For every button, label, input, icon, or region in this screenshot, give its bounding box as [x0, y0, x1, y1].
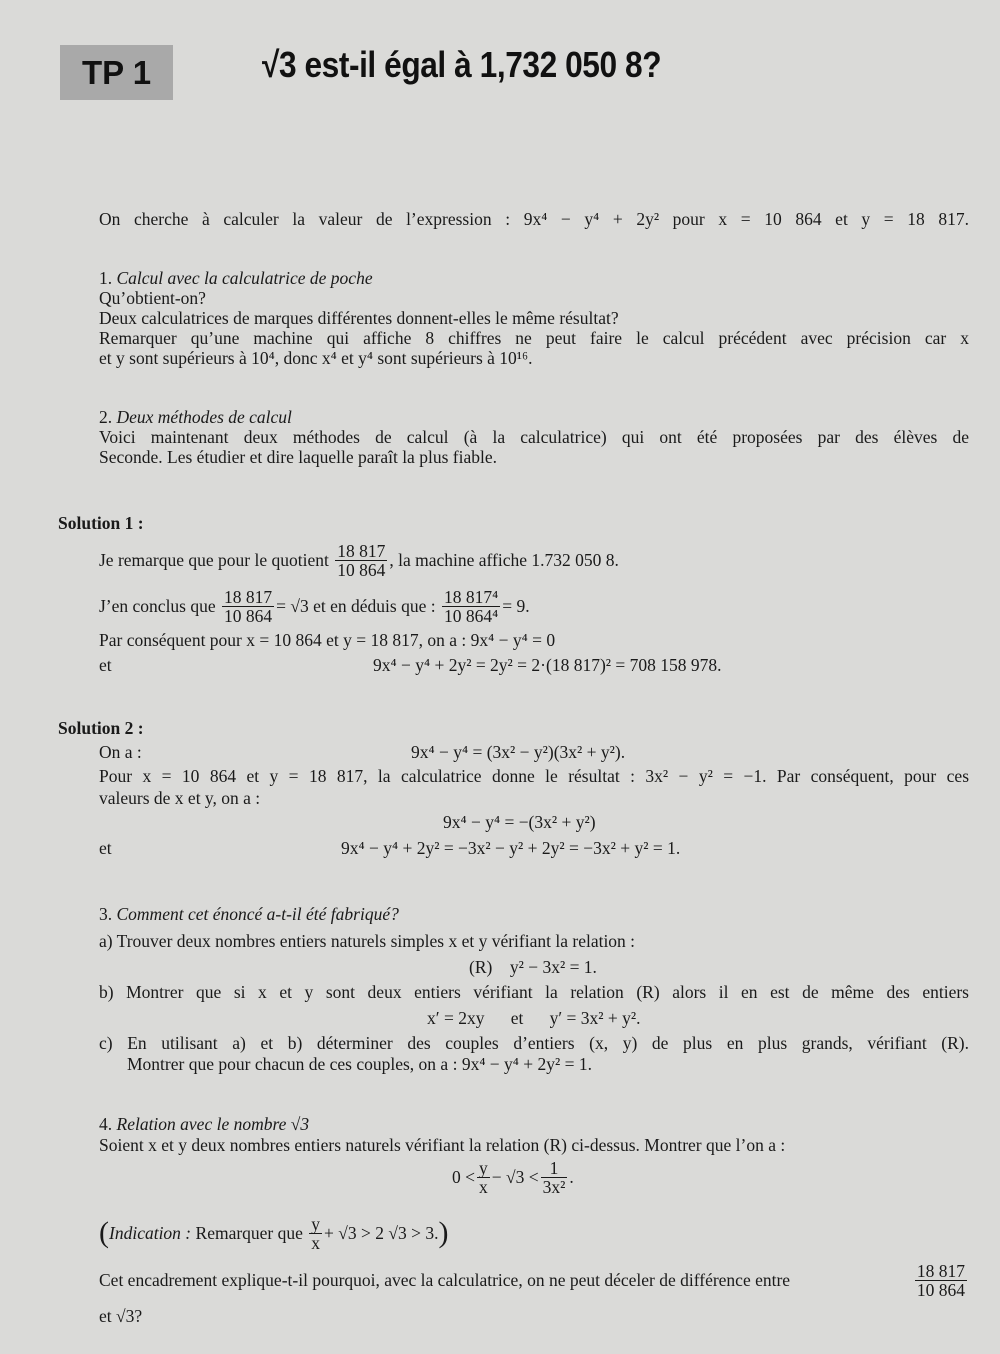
sol2-line-2: Pour x = 10 864 et y = 18 817, la calculatrice donne le résultat : 3x² − y² = −1. Par conséquent, pour ces	[99, 766, 969, 786]
fraction: $\frac{18 817}{10 864}$	[337, 540, 386, 580]
s3-c: c) En utilisant a) et b) déterminer des couples d’entiers (x, y) de plus en plus grands, vérifiant (R).	[99, 1033, 969, 1053]
relation-r: (R) y² − 3x² = 1.	[469, 957, 597, 977]
fraction: $\frac{18 817}{10 864}$	[916, 1260, 965, 1300]
s4-line-4: et √3?	[99, 1306, 143, 1326]
document-page: TP 1 √3 est-il égal à 1,732 050 8? On cherche à calculer la valeur de l’expression : 9x⁴ − y⁴ + 2y² pour x = 10 864 et y = 18 817. 1. Calcul avec la calculatrice de poche Qu’obtient-on? Deux calculatrices de marques différentes donnent-elles le même résultat? Remarquer qu’une machine qui affiche 8 chiffres ne peut faire le calcul précédent avec précision car x et y sont supérieurs à 10⁴, donc x⁴ et y⁴ sont supérieurs à 10¹⁶. 2. Deux méthodes de calcul Voici maintenant deux méthodes de calcul (à la calculatrice) qui ont été proposées par des élèves de Seconde. Les étudier et dire laquelle paraît la plus fiable. Solution 1 : Je remarque que pour le quotient $\frac{18 817}{10 864}$ , la machine affiche 1.732 050 8. J’en conclus que $\frac{18 817}{10 864}$ = √3 et en déduis que : $\frac{\text{18 817⁴}}{\text{10 864⁴}}$ = 9. Par conséquent pour x = 10 864 et y = 18 817, on a : 9x⁴ − y⁴ = 0 et 9x⁴ − y⁴ + 2y² = 2y² = 2·(18 817)² = 708 158 978. Solution 2 : On a : 9x⁴ − y⁴ = (3x² − y²)(3x² + y²). Pour x = 10 864 et y = 18 817, la calculatrice donne le résultat : 3x² − y² = −1. Par conséquent, pour ces valeurs de x et y, on a : 9x⁴ − y⁴ = −(3x² + y²) et 9x⁴ − y⁴ + 2y² = −3x² − y² + 2y² = −3x² + y² = 1. 3. Comment cet énoncé a-t-il été fabriqué? a) Trouver deux nombres entiers naturels simples x et y vérifiant la relation : (R) y² − 3x² = 1. b) Montrer que si x et y sont deux entiers vérifiant la relation (R) alors il en est de même des entiers x′ = 2xy et y′ = 3x² + y². c) En utilisant a) et b) déterminer des couples d’entiers (x, y) de plus en plus grands, vérifiant (R). Montrer que pour chacun de ces couples, on a : 9x⁴ − y⁴ + 2y² = 1. 4. Relation avec le nombre √3 Soient x et y deux nombres entiers naturels vérifiant la relation (R) ci-dessus. Montrer que l’on a : 0 < $\frac{y}{x}$ − √3 < $\frac{1}{\text{3x²}}$ . ( Indication : Remarquer que $\frac{y}{x}$ + √3 > 2 √3 > 3. ) Cet encadrement explique-t-il pourquoi, avec la calculatrice, on ne peut déceler de différence entre $\frac{18 817}{10 864}$ et √3?	[0, 0, 1000, 1354]
s3-c2: Montrer que pour chacun de ces couples, on a : 9x⁴ − y⁴ + 2y² = 1.	[127, 1054, 592, 1074]
sol1-line-3: Par conséquent pour x = 10 864 et y = 18 817, on a : 9x⁴ − y⁴ = 0	[99, 630, 556, 650]
fraction: $\frac{\text{18 817⁴}}{\text{10 864⁴}}$	[443, 586, 499, 626]
sol2-line-5: et 9x⁴ − y⁴ + 2y² = −3x² − y² + 2y² = −3x² + y² = 1.	[99, 838, 681, 858]
text-line: Remarquer qu’une machine qui affiche 8 chiffres ne peut faire le calcul précédent avec précision car x	[99, 328, 969, 348]
fraction: $\frac{18 817}{10 864}$	[224, 586, 273, 626]
inequality: 0 < $\frac{y}{x}$ − √3 < $\frac{1}{\text{3x²}}$ .	[452, 1157, 574, 1197]
sol1-line-2: J’en conclus que $\frac{18 817}{10 864}$ = √3 et en déduis que : $\frac{\text{18 817⁴}}{\text{10 864⁴}}$ = 9.	[99, 586, 530, 626]
sol1-line-4: et 9x⁴ − y⁴ + 2y² = 2y² = 2·(18 817)² = 708 158 978.	[99, 655, 722, 675]
s3-b-formula: x′ = 2xy et y′ = 3x² + y².	[427, 1008, 641, 1028]
sol1-line-1: Je remarque que pour le quotient $\frac{18 817}{10 864}$ , la machine affiche 1.732 050 8.	[99, 540, 619, 580]
text-line: et y sont supérieurs à 10⁴, donc x⁴ et y⁴ sont supérieurs à 10¹⁶.	[99, 348, 533, 368]
text-line: Deux calculatrices de marques différentes donnent-elles le même résultat?	[99, 308, 619, 328]
s4-line-1: Soient x et y deux nombres entiers naturels vérifiant la relation (R) ci-dessus. Montrer que l’on a :	[99, 1135, 786, 1155]
s3-b: b) Montrer que si x et y sont deux entiers vérifiant la relation (R) alors il en est de même des entiers	[99, 982, 969, 1002]
solution-2-label: Solution 2 :	[58, 718, 144, 738]
s4-line-3: Cet encadrement explique-t-il pourquoi, avec la calculatrice, on ne peut déceler de différence entre $\frac{18 817}{10 864}$	[99, 1260, 965, 1300]
s3-a: a) Trouver deux nombres entiers naturels simples x et y vérifiant la relation :	[99, 931, 636, 951]
solution-1-label: Solution 1 :	[58, 513, 144, 533]
intro: On cherche à calculer la valeur de l’expression : 9x⁴ − y⁴ + 2y² pour x = 10 864 et y = 18 817.	[99, 209, 969, 229]
section-1-heading: 1. Calcul avec la calculatrice de poche	[99, 268, 373, 288]
text-line: Voici maintenant deux méthodes de calcul (à la calculatrice) qui ont été proposées par des élèves de	[99, 427, 969, 447]
section-2-heading: 2. Deux méthodes de calcul	[99, 407, 292, 427]
indication: ( Indication : Remarquer que $\frac{y}{x}$ + √3 > 2 √3 > 3. )	[99, 1213, 449, 1253]
sol2-line-1: On a : 9x⁴ − y⁴ = (3x² − y²)(3x² + y²).	[99, 742, 626, 762]
text-line: Seconde. Les étudier et dire laquelle paraît la plus fiable.	[99, 447, 497, 467]
tp-badge: TP 1	[60, 45, 173, 100]
text-line: Qu’obtient-on?	[99, 288, 206, 308]
section-4-heading: 4. Relation avec le nombre √3	[99, 1114, 310, 1134]
section-3-heading: 3. Comment cet énoncé a-t-il été fabriqué?	[99, 904, 399, 924]
page-title: √3 est-il égal à 1,732 050 8?	[262, 44, 662, 85]
sol2-line-3: valeurs de x et y, on a :	[99, 788, 261, 808]
